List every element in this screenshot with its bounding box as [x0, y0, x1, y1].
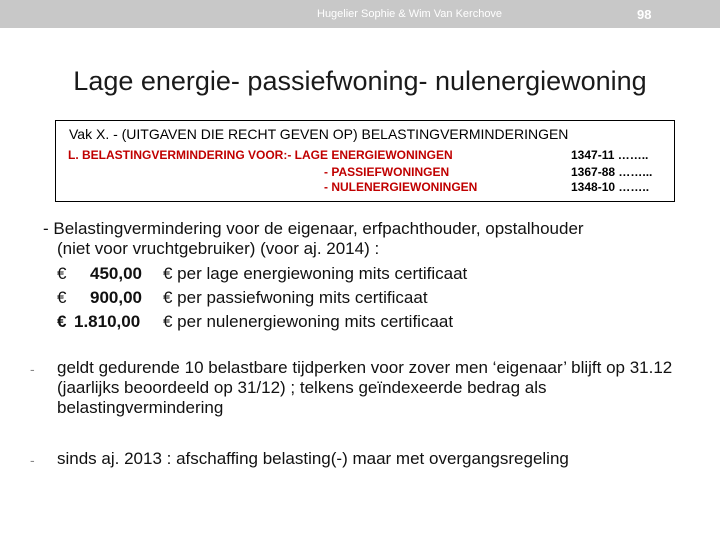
- amount-description: € per nulenergiewoning mits certificaat: [163, 312, 454, 331]
- intro-text: [43, 219, 584, 259]
- tax-row-label: - PASSIEFWONINGEN: [324, 165, 450, 179]
- author-text: Hugelier Sophie & Wim Van Kerchove: [317, 8, 503, 20]
- amount-value: 900,00: [90, 288, 142, 307]
- intro-line-2: (niet voor vruchtgebruiker) (voor aj. 2014) :: [57, 239, 380, 258]
- tax-row: [56, 165, 676, 181]
- amount-value: 450,00: [90, 264, 142, 283]
- amount-description: € per passiefwoning mits certificaat: [163, 288, 428, 307]
- euro-sign: €: [57, 312, 67, 331]
- bullet-dash: -: [30, 452, 35, 468]
- tax-code-box: [55, 120, 675, 202]
- bullet-dash: -: [30, 361, 35, 377]
- euro-sign: €: [57, 264, 67, 283]
- amount-value: 1.810,00: [74, 312, 141, 331]
- bullet-text: geldt gedurende 10 belastbare tijdperken voor zover men ‘eigenaar’ blijft op 31.12 (jaarlijks beoordeeld op 31/12) ; telkens geïndexeerde bedrag als belastingvermindering: [57, 358, 673, 417]
- bullet-text: sinds aj. 2013 : afschaffing belasting(-) maar met overgangsregeling: [57, 449, 569, 468]
- tax-row-code: 1348-10 ……..: [571, 180, 650, 194]
- page-number: 98: [637, 7, 652, 22]
- tax-row-label: - NULENERGIEWONINGEN: [324, 180, 478, 194]
- tax-row-label: L. BELASTINGVERMINDERING VOOR:- LAGE ENERGIEWONINGEN: [68, 148, 453, 162]
- euro-sign: €: [57, 288, 67, 307]
- tax-row: [56, 180, 676, 196]
- amount-description: € per lage energiewoning mits certificaat: [163, 264, 468, 283]
- tax-row: [56, 148, 676, 164]
- intro-line-1: - Belastingvermindering voor de eigenaar, erfpachthouder, opstalhouder: [43, 219, 584, 238]
- vak-heading: Vak X. - (UITGAVEN DIE RECHT GEVEN OP) BELASTINGVERMINDERINGEN: [69, 126, 569, 142]
- tax-row-code: 1367-88 ……...: [571, 165, 653, 179]
- header-band: [0, 0, 720, 28]
- slide-title: Lage energie- passiefwoning- nulenergiewoning: [73, 66, 647, 96]
- tax-row-code: 1347-11 ……..: [571, 148, 649, 162]
